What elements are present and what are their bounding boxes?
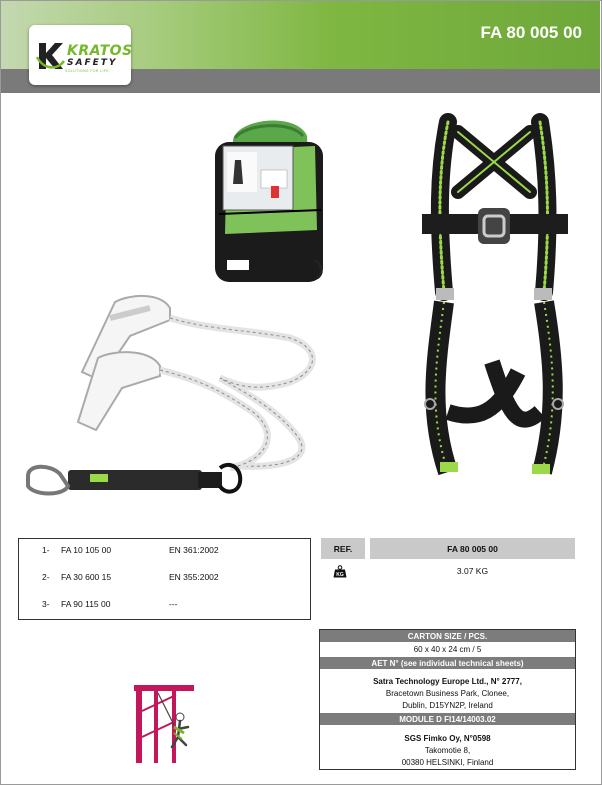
logo-wordmark: KRATOS xyxy=(67,43,133,59)
ref-code: FA 80 005 00 xyxy=(370,538,575,559)
harness-image xyxy=(408,112,580,492)
weight-kg-icon xyxy=(333,565,347,578)
component-code: FA 30 600 15 xyxy=(61,572,112,582)
lanyard-image xyxy=(20,290,340,500)
module-d-organization: SGS Fimko Oy, N°0598 xyxy=(404,734,491,743)
weight-value: 3.07 KG xyxy=(456,566,489,576)
components-table xyxy=(18,538,311,620)
module-d-address-line2: 00380 HELSINKI, Finland xyxy=(401,758,494,767)
component-number: 2- xyxy=(42,572,50,582)
component-number: 3- xyxy=(42,599,50,609)
component-row xyxy=(19,545,312,559)
logo-subword: SAFETY xyxy=(67,58,118,68)
aet-address-line1: Bracetown Business Park, Clonee, xyxy=(385,689,510,698)
backpack-image xyxy=(205,110,330,288)
ref-label: REF. xyxy=(321,538,365,559)
component-code: FA 90 115 00 xyxy=(61,599,111,609)
module-d-header: MODULE D FI14/14003.02 xyxy=(320,713,575,725)
component-code: FA 10 105 00 xyxy=(61,545,112,555)
aet-address-line2: Dublin, D15YN2P, Ireland xyxy=(402,701,493,710)
aet-organization: Satra Technology Europe Ltd., N° 2777, xyxy=(373,677,522,686)
carton-size-header: CARTON SIZE / PCS. xyxy=(320,630,575,642)
component-row xyxy=(19,572,312,586)
header-banner xyxy=(1,1,600,93)
logo-tagline: SOLUTIONS FOR LIFE xyxy=(65,69,110,73)
kratos-k-icon xyxy=(35,39,65,73)
fall-arrest-usage-pictogram xyxy=(128,681,198,763)
page-title: FA 80 005 00 xyxy=(480,23,582,42)
component-standard: --- xyxy=(169,599,178,609)
module-d-address-line1: Takomotie 8, xyxy=(424,746,471,755)
component-standard: EN 355:2002 xyxy=(169,572,219,582)
carton-size-value: 60 x 40 x 24 cm / 5 xyxy=(413,645,482,654)
component-standard: EN 361:2002 xyxy=(169,545,219,555)
certification-box xyxy=(319,629,576,770)
component-number: 1- xyxy=(42,545,50,555)
component-row xyxy=(19,599,312,613)
aet-header: AET N° (see individual technical sheets) xyxy=(320,657,575,669)
kratos-logo xyxy=(29,25,131,85)
svg-text:KG: KG xyxy=(336,572,344,578)
